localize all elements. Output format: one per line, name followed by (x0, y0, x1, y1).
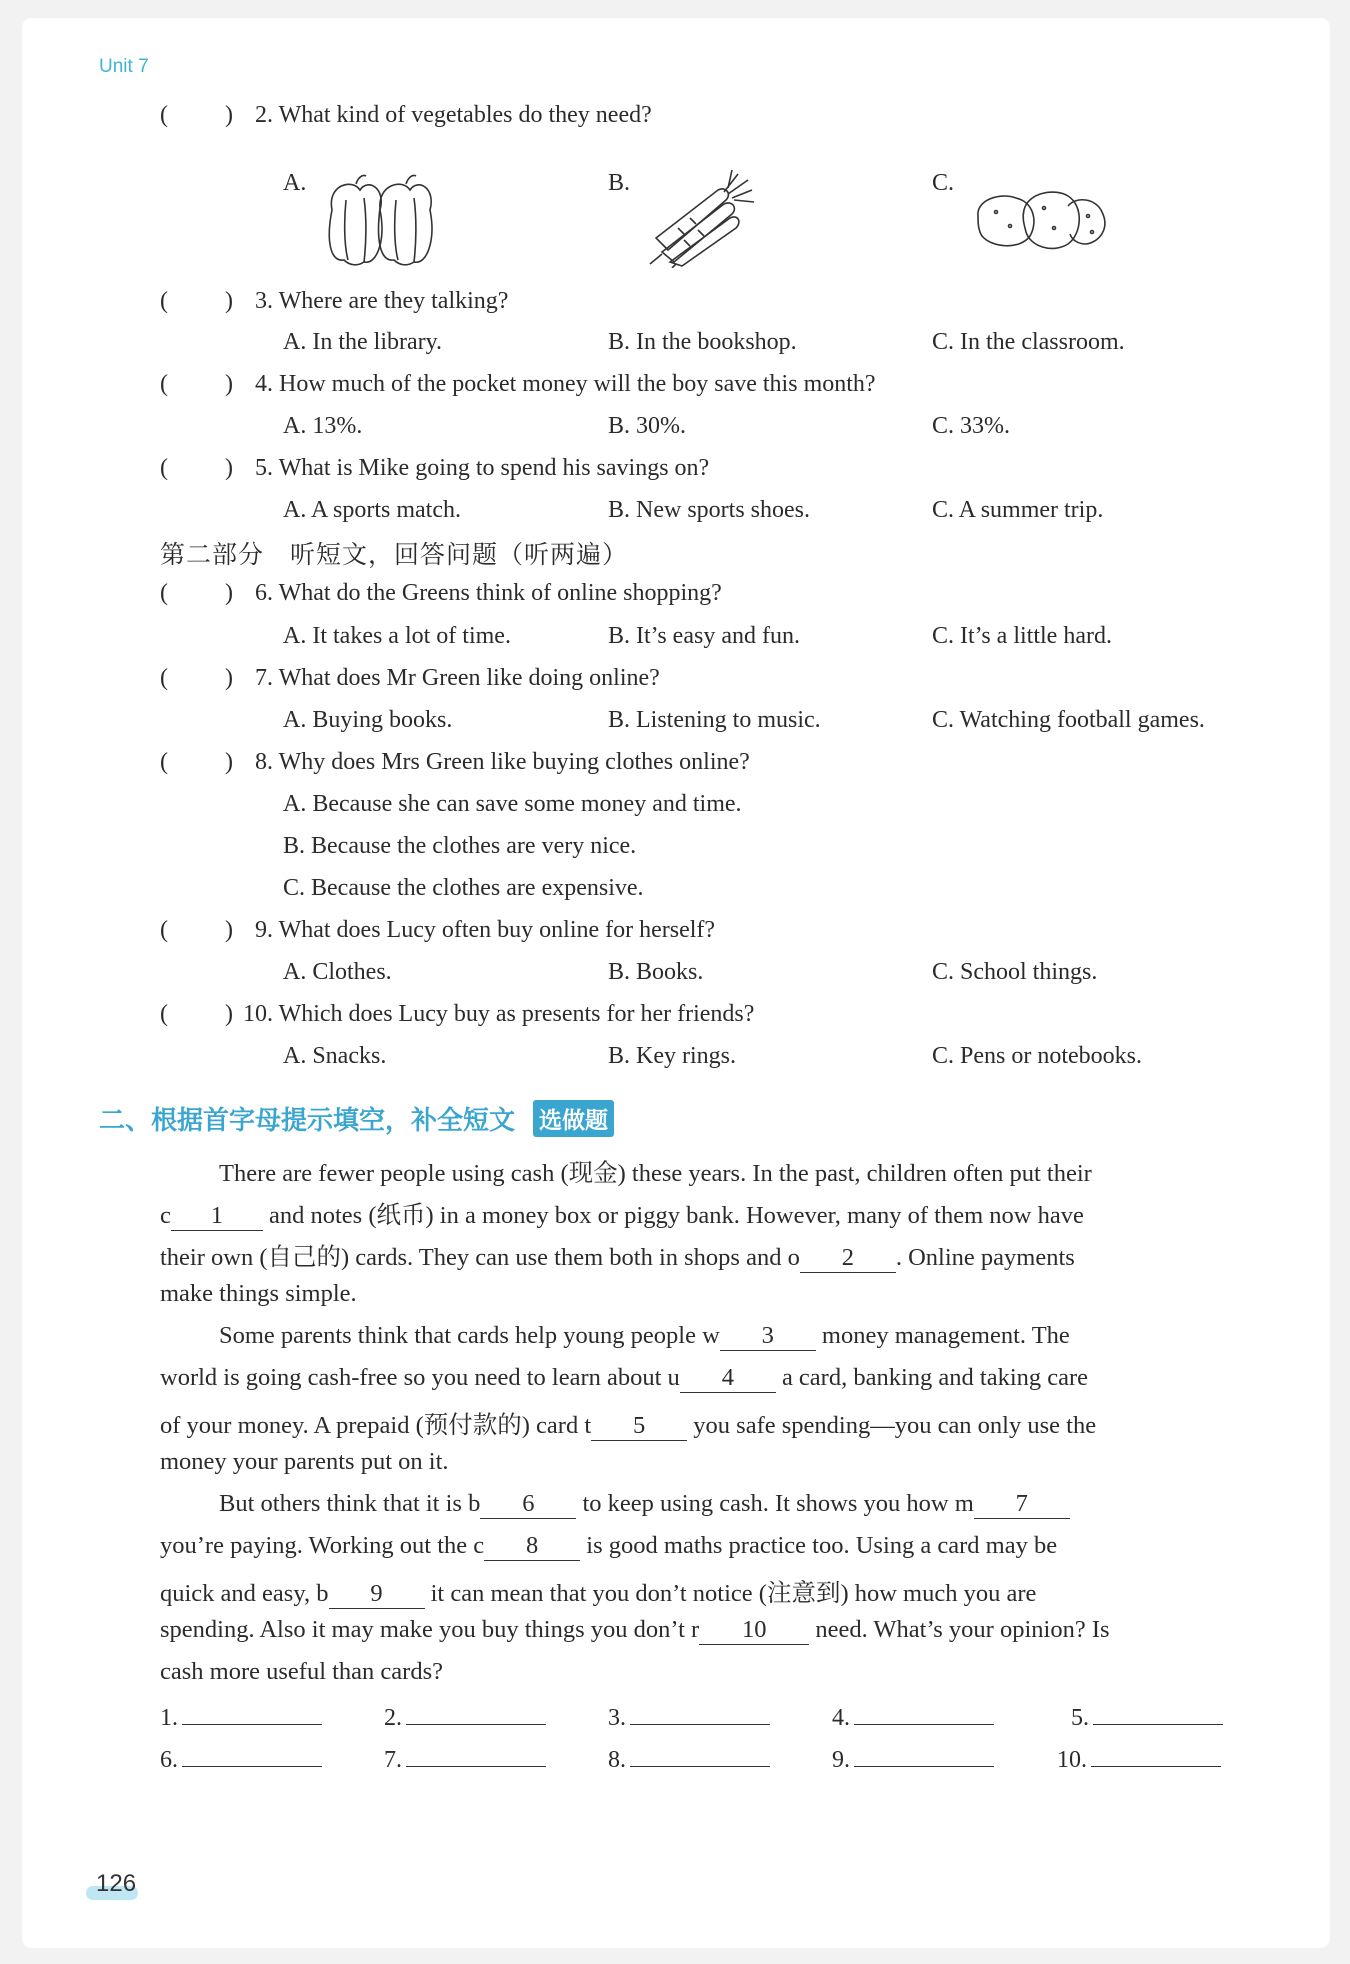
passage-line: spending. Also it may make you buy things you don’t r 10 need. What’s your opinion? Is (160, 1616, 1110, 1643)
option-c: C. A summer trip. (932, 497, 1104, 523)
answer-paren-close: ) (225, 917, 233, 943)
answer-paren-open[interactable]: ( (160, 102, 168, 128)
blank-5[interactable]: 5 (591, 1413, 687, 1441)
option-b: B. (608, 170, 631, 196)
option-a: A. Buying books. (283, 707, 453, 733)
option-c: C. Pens or notebooks. (932, 1043, 1142, 1069)
answer-paren-open[interactable]: ( (160, 917, 168, 943)
passage-line: of your money. A prepaid (预付款的) card t 5 you safe spending—you can only use the (160, 1412, 1097, 1439)
option-c: C. In the classroom. (932, 329, 1125, 355)
blank-1[interactable]: 1 (171, 1203, 263, 1231)
answer-line[interactable] (854, 1744, 994, 1767)
answer-line[interactable] (1093, 1702, 1223, 1725)
answer-paren-close: ) (225, 665, 233, 691)
part-two-heading: 第二部分 听短文，回答问题（听两遍） (160, 540, 629, 569)
answer-line[interactable] (406, 1744, 546, 1767)
blank-8[interactable]: 8 (484, 1533, 580, 1561)
option-c: C. (932, 170, 955, 196)
answer-paren-close: ) (225, 371, 233, 397)
passage-line: quick and easy, b 9 it can mean that you don’t notice (注意到) how much you are (160, 1580, 1037, 1607)
option-b: B. In the bookshop. (608, 329, 797, 355)
answer-slot-6: 6. (160, 1744, 322, 1774)
blank-3[interactable]: 3 (720, 1323, 816, 1351)
answer-line[interactable] (630, 1702, 770, 1725)
answer-paren-close: ) (225, 455, 233, 481)
answer-slot-2: 2. (384, 1702, 546, 1732)
passage-line: Some parents think that cards help young people w 3 money management. The (219, 1322, 1070, 1349)
option-a: A. Because she can save some money and time. (283, 791, 742, 817)
option-b: B. Books. (608, 959, 704, 985)
answer-line[interactable] (630, 1744, 770, 1767)
question-text: 9. What does Lucy often buy online for herself? (255, 917, 716, 943)
answer-slot-1: 1. (160, 1702, 322, 1732)
answer-line[interactable] (1091, 1744, 1221, 1767)
question-text: 7. What does Mr Green like doing online? (255, 665, 660, 691)
unit-label: Unit 7 (99, 56, 149, 77)
option-a: A. A sports match. (283, 497, 461, 523)
section-two-heading (99, 1100, 614, 1137)
potatoes-picture (972, 186, 1112, 256)
option-b: B. Because the clothes are very nice. (283, 833, 637, 859)
option-b: B. It’s easy and fun. (608, 623, 800, 649)
option-a: A. In the library. (283, 329, 443, 355)
passage-line: money your parents put on it. (160, 1448, 449, 1475)
blank-10[interactable]: 10 (699, 1617, 809, 1645)
option-b: B. 30%. (608, 413, 686, 439)
answer-slot-4: 4. (832, 1702, 994, 1732)
answer-paren-close: ) (225, 749, 233, 775)
option-c: C. Watching football games. (932, 707, 1205, 733)
option-c: C. Because the clothes are expensive. (283, 875, 644, 901)
passage-line: their own (自己的) cards. They can use them both in shops and o 2 . Online payments (160, 1244, 1075, 1271)
answer-paren-close: ) (225, 1001, 233, 1027)
answer-paren-close: ) (225, 288, 233, 314)
answer-slot-3: 3. (608, 1702, 770, 1732)
passage-line: c 1 and notes (纸币) in a money box or piggy bank. However, many of them now have (160, 1202, 1084, 1229)
option-c: C. 33%. (932, 413, 1010, 439)
blank-6[interactable]: 6 (480, 1491, 576, 1519)
option-a: A. (283, 170, 307, 196)
answer-slot-8: 8. (608, 1744, 770, 1774)
answer-line[interactable] (182, 1702, 322, 1725)
answer-paren-open[interactable]: ( (160, 1001, 168, 1027)
option-b: B. Key rings. (608, 1043, 736, 1069)
option-b: B. New sports shoes. (608, 497, 810, 523)
answer-paren-close: ) (225, 102, 233, 128)
option-a: A. Clothes. (283, 959, 392, 985)
passage-line: There are fewer people using cash (现金) these years. In the past, children often put their (219, 1160, 1092, 1187)
optional-badge: 选做题 (533, 1100, 614, 1137)
passage-line: cash more useful than cards? (160, 1658, 443, 1685)
passage-line: you’re paying. Working out the c 8 is good maths practice too. Using a card may be (160, 1532, 1058, 1559)
answer-paren-open[interactable]: ( (160, 371, 168, 397)
question-text: 10. Which does Lucy buy as presents for her friends? (243, 1001, 755, 1027)
question-text: 5. What is Mike going to spend his savings on? (255, 455, 710, 481)
answer-slot-9: 9. (832, 1744, 994, 1774)
question-text: 4. How much of the pocket money will the boy save this month? (255, 371, 876, 397)
passage-line: But others think that it is b 6 to keep using cash. It shows you how m 7 (219, 1490, 1070, 1519)
carrots-picture (648, 168, 758, 268)
question-text: 8. Why does Mrs Green like buying clothes online? (255, 749, 750, 775)
passage-line: world is going cash-free so you need to learn about u 4 a card, banking and taking care (160, 1364, 1089, 1391)
option-c: C. It’s a little hard. (932, 623, 1112, 649)
answer-paren-close: ) (225, 580, 233, 606)
answer-paren-open[interactable]: ( (160, 665, 168, 691)
question-text: 3. Where are they talking? (255, 288, 509, 314)
section-two-title: 二、根据首字母提示填空，补全短文 (99, 1106, 516, 1136)
question-text: 2. What kind of vegetables do they need? (255, 102, 652, 128)
blank-4[interactable]: 4 (680, 1365, 776, 1393)
blank-9[interactable]: 9 (329, 1581, 425, 1609)
page-number: 126 (96, 1870, 137, 1897)
answer-line[interactable] (854, 1702, 994, 1725)
blank-2[interactable]: 2 (800, 1245, 896, 1273)
answer-paren-open[interactable]: ( (160, 288, 168, 314)
answer-paren-open[interactable]: ( (160, 749, 168, 775)
answer-slot-5: 5. (1071, 1702, 1223, 1732)
option-a: A. 13%. (283, 413, 363, 439)
answer-line[interactable] (406, 1702, 546, 1725)
answer-slot-10: 10. (1057, 1744, 1221, 1774)
answer-paren-open[interactable]: ( (160, 455, 168, 481)
blank-7[interactable]: 7 (974, 1491, 1070, 1519)
peppers-picture (322, 170, 442, 270)
option-a: A. It takes a lot of time. (283, 623, 511, 649)
question-text: 6. What do the Greens think of online shopping? (255, 580, 722, 606)
option-a: A. Snacks. (283, 1043, 387, 1069)
answer-line[interactable] (182, 1744, 322, 1767)
option-c: C. School things. (932, 959, 1098, 985)
option-b: B. Listening to music. (608, 707, 821, 733)
answer-slot-7: 7. (384, 1744, 546, 1774)
answer-paren-open[interactable]: ( (160, 580, 168, 606)
passage-line: make things simple. (160, 1280, 357, 1307)
